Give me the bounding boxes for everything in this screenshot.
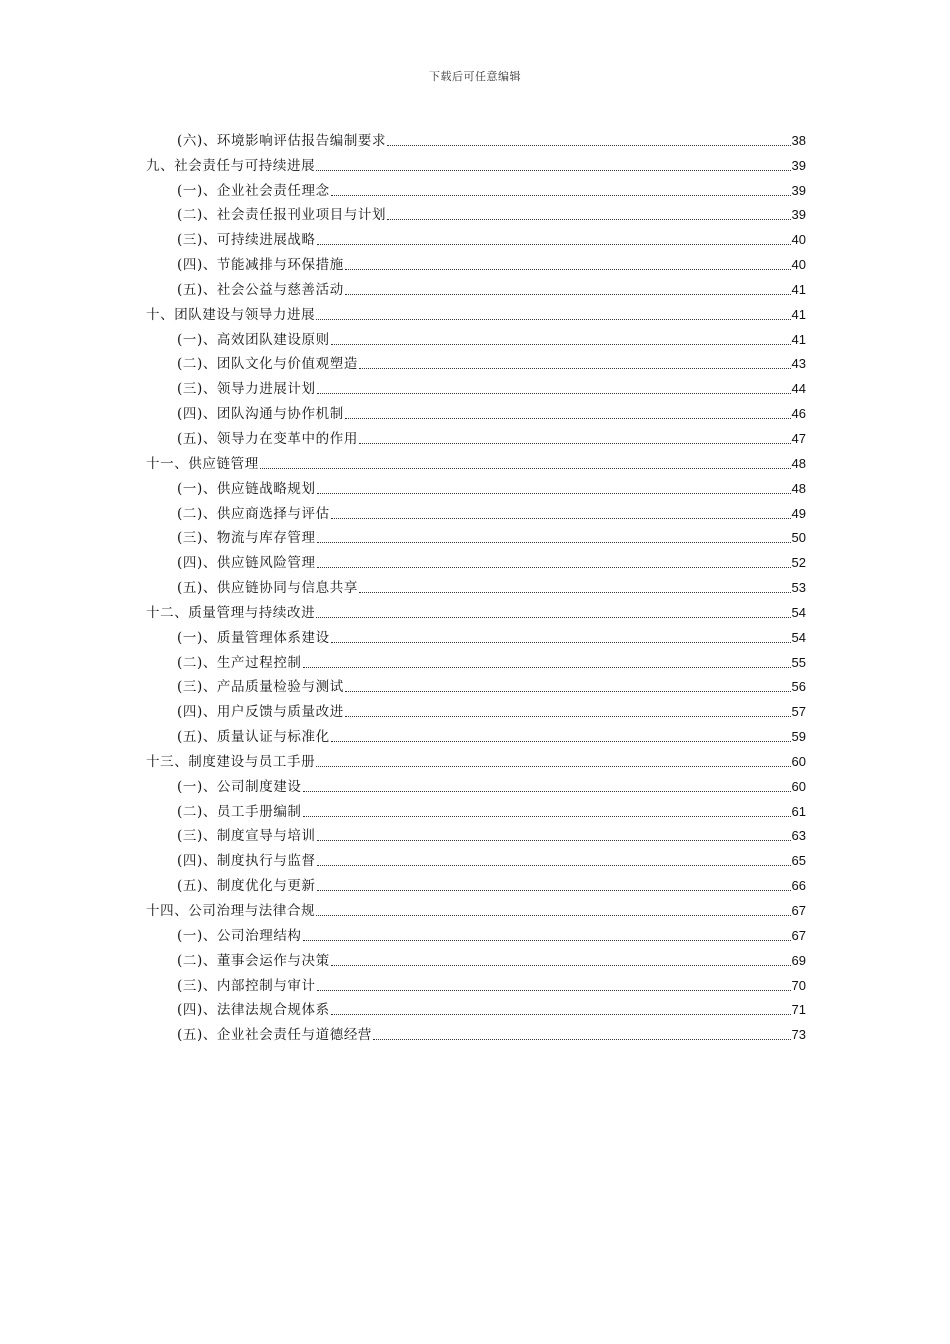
toc-section-entry[interactable] xyxy=(146,1019,806,1044)
toc-entry-title: (一)、公司治理结构 xyxy=(177,927,302,944)
toc-entry-page-number: 47 xyxy=(791,430,806,446)
toc-entry-title: 九、社会责任与可持续进展 xyxy=(146,157,316,174)
toc-dot-leader xyxy=(345,691,791,692)
toc-chapter-entry[interactable] xyxy=(146,299,806,324)
toc-entry-page-number: 48 xyxy=(791,455,806,471)
toc-entry-page-number: 50 xyxy=(791,530,806,546)
toc-section-entry[interactable] xyxy=(146,995,806,1020)
toc-dot-leader xyxy=(316,915,790,916)
toc-entry-title: 十四、公司治理与法律合规 xyxy=(146,903,316,919)
toc-entry-page-number: 53 xyxy=(791,580,806,596)
toc-section-entry[interactable] xyxy=(146,498,806,523)
toc-section-entry[interactable] xyxy=(146,970,806,995)
toc-entry-page-number: 63 xyxy=(791,828,806,844)
toc-entry-page-number: 43 xyxy=(791,356,806,372)
toc-section-entry[interactable] xyxy=(146,721,806,746)
toc-dot-leader xyxy=(317,567,791,568)
toc-entry-page-number: 65 xyxy=(791,853,806,869)
toc-dot-leader xyxy=(316,319,790,320)
table-of-contents xyxy=(146,125,806,1044)
toc-dot-leader xyxy=(331,965,791,966)
toc-dot-leader xyxy=(316,617,790,618)
toc-entry-page-number: 39 xyxy=(791,207,806,223)
toc-section-entry[interactable] xyxy=(146,821,806,846)
toc-entry-title: (四)、节能减排与环保措施 xyxy=(177,257,344,274)
toc-dot-leader xyxy=(317,493,791,494)
toc-entry-page-number: 59 xyxy=(791,729,806,745)
toc-section-entry[interactable] xyxy=(146,622,806,647)
toc-dot-leader xyxy=(345,294,791,295)
toc-entry-title: (二)、员工手册编制 xyxy=(177,803,302,820)
toc-dot-leader xyxy=(303,791,791,792)
toc-dot-leader xyxy=(359,368,791,369)
toc-section-entry[interactable] xyxy=(146,945,806,970)
toc-entry-title: (三)、制度宣导与培训 xyxy=(177,828,316,845)
toc-entry-title: (三)、领导力进展计划 xyxy=(177,381,316,398)
toc-entry-title: 十一、供应链管理 xyxy=(146,455,259,472)
toc-entry-title: (二)、社会责任报刊业项目与计划 xyxy=(177,207,387,224)
toc-entry-title: (二)、董事会运作与决策 xyxy=(177,952,330,969)
toc-section-entry[interactable] xyxy=(146,696,806,721)
toc-dot-leader xyxy=(387,145,790,146)
toc-entry-page-number: 41 xyxy=(791,331,806,347)
toc-chapter-entry[interactable] xyxy=(146,448,806,473)
toc-entry-page-number: 41 xyxy=(791,306,806,322)
toc-dot-leader xyxy=(331,642,791,643)
toc-entry-page-number: 60 xyxy=(791,753,806,769)
toc-dot-leader xyxy=(303,816,791,817)
toc-dot-leader xyxy=(317,393,791,394)
toc-chapter-entry[interactable] xyxy=(146,150,806,175)
toc-entry-title: (四)、法律法规合规体系 xyxy=(177,1002,330,1019)
toc-section-entry[interactable] xyxy=(146,249,806,274)
toc-entry-page-number: 54 xyxy=(791,604,806,620)
toc-entry-page-number: 46 xyxy=(791,406,806,422)
toc-dot-leader xyxy=(345,716,791,717)
toc-dot-leader xyxy=(303,667,791,668)
toc-dot-leader xyxy=(345,418,791,419)
toc-section-entry[interactable] xyxy=(146,175,806,200)
toc-section-entry[interactable] xyxy=(146,572,806,597)
toc-section-entry[interactable] xyxy=(146,125,806,150)
toc-section-entry[interactable] xyxy=(146,423,806,448)
toc-dot-leader xyxy=(317,244,791,245)
toc-section-entry[interactable] xyxy=(146,845,806,870)
toc-entry-page-number: 39 xyxy=(791,157,806,173)
toc-entry-title: (二)、生产过程控制 xyxy=(177,654,302,671)
toc-entry-page-number: 54 xyxy=(791,629,806,645)
toc-chapter-entry[interactable] xyxy=(146,895,806,920)
toc-dot-leader xyxy=(345,269,791,270)
toc-section-entry[interactable] xyxy=(146,523,806,548)
toc-entry-page-number: 73 xyxy=(791,1027,806,1043)
toc-section-entry[interactable] xyxy=(146,920,806,945)
toc-section-entry[interactable] xyxy=(146,349,806,374)
toc-entry-title: (五)、企业社会责任与道德经营 xyxy=(177,1027,373,1044)
toc-entry-title: (四)、用户反馈与质量改进 xyxy=(177,704,344,721)
toc-entry-title: 十三、制度建设与员工手册 xyxy=(146,753,316,770)
toc-entry-title: (四)、团队沟通与协作机制 xyxy=(177,406,344,423)
toc-dot-leader xyxy=(331,518,791,519)
toc-entry-page-number: 48 xyxy=(791,480,806,496)
toc-dot-leader xyxy=(373,1039,790,1040)
toc-entry-page-number: 71 xyxy=(791,1002,806,1018)
toc-entry-page-number: 61 xyxy=(791,803,806,819)
toc-entry-title: (五)、制度优化与更新 xyxy=(177,878,316,895)
toc-entry-title: (一)、公司制度建设 xyxy=(177,778,302,795)
toc-entry-page-number: 67 xyxy=(791,927,806,943)
toc-entry-title: (一)、高效团队建设原则 xyxy=(177,331,330,348)
toc-entry-page-number: 41 xyxy=(791,281,806,297)
toc-entry-page-number: 44 xyxy=(791,381,806,397)
toc-entry-title: (三)、内部控制与审计 xyxy=(177,977,316,994)
toc-section-entry[interactable] xyxy=(146,324,806,349)
toc-dot-leader xyxy=(331,741,791,742)
toc-entry-page-number: 67 xyxy=(791,903,806,918)
toc-entry-title: (四)、供应链风险管理 xyxy=(177,555,316,572)
toc-entry-title: (二)、团队文化与价值观塑造 xyxy=(177,356,358,373)
toc-entry-page-number: 60 xyxy=(791,778,806,794)
toc-dot-leader xyxy=(317,890,791,891)
toc-entry-title: 十、团队建设与领导力进展 xyxy=(146,306,316,323)
toc-entry-page-number: 69 xyxy=(791,952,806,968)
toc-dot-leader xyxy=(359,592,791,593)
toc-dot-leader xyxy=(317,865,791,866)
toc-entry-page-number: 56 xyxy=(791,679,806,695)
toc-entry-page-number: 66 xyxy=(791,878,806,894)
toc-entry-title: (三)、物流与库存管理 xyxy=(177,530,316,547)
toc-entry-title: (一)、质量管理体系建设 xyxy=(177,629,330,646)
toc-dot-leader xyxy=(331,195,791,196)
toc-section-entry[interactable] xyxy=(146,796,806,821)
toc-section-entry[interactable] xyxy=(146,373,806,398)
toc-entry-page-number: 70 xyxy=(791,977,806,993)
toc-section-entry[interactable] xyxy=(146,647,806,672)
toc-section-entry[interactable] xyxy=(146,398,806,423)
toc-dot-leader xyxy=(316,170,790,171)
toc-dot-leader xyxy=(317,840,791,841)
toc-dot-leader xyxy=(359,443,791,444)
page-header: 下载后可任意编辑 xyxy=(429,70,521,83)
toc-section-entry[interactable] xyxy=(146,771,806,796)
toc-entry-title: (五)、领导力在变革中的作用 xyxy=(177,430,358,447)
toc-section-entry[interactable] xyxy=(146,870,806,895)
toc-entry-page-number: 39 xyxy=(791,182,806,198)
toc-entry-title: 十二、质量管理与持续改进 xyxy=(146,604,316,621)
toc-section-entry[interactable] xyxy=(146,547,806,572)
toc-entry-title: (五)、质量认证与标准化 xyxy=(177,729,330,746)
toc-entry-title: (四)、制度执行与监督 xyxy=(177,853,316,870)
toc-entry-page-number: 40 xyxy=(791,257,806,273)
toc-entry-page-number: 49 xyxy=(791,505,806,521)
toc-chapter-entry[interactable] xyxy=(146,746,806,771)
toc-dot-leader xyxy=(317,542,791,543)
toc-dot-leader xyxy=(331,1014,791,1015)
toc-dot-leader xyxy=(331,344,791,345)
toc-entry-page-number: 57 xyxy=(791,704,806,720)
toc-entry-page-number: 40 xyxy=(791,232,806,248)
toc-entry-title: (三)、产品质量检验与测试 xyxy=(177,679,344,696)
toc-dot-leader xyxy=(316,766,790,767)
toc-dot-leader xyxy=(303,940,791,941)
toc-entry-title: (一)、企业社会责任理念 xyxy=(177,182,330,199)
toc-dot-leader xyxy=(260,468,791,469)
toc-entry-title: (二)、供应商选择与评估 xyxy=(177,505,330,522)
toc-section-entry[interactable] xyxy=(146,224,806,249)
toc-entry-page-number: 38 xyxy=(791,132,806,148)
toc-chapter-entry[interactable] xyxy=(146,597,806,622)
toc-entry-page-number: 55 xyxy=(791,654,806,670)
toc-entry-title: (三)、可持续进展战略 xyxy=(177,232,316,249)
toc-dot-leader xyxy=(317,990,791,991)
toc-entry-title: (五)、社会公益与慈善活动 xyxy=(177,281,344,298)
toc-entry-title: (五)、供应链协同与信息共享 xyxy=(177,580,358,597)
toc-section-entry[interactable] xyxy=(146,274,806,299)
toc-entry-title: (一)、供应链战略规划 xyxy=(177,480,316,497)
toc-section-entry[interactable] xyxy=(146,473,806,498)
toc-entry-page-number: 52 xyxy=(791,555,806,571)
toc-section-entry[interactable] xyxy=(146,672,806,697)
toc-entry-title: (六)、环境影响评估报告编制要求 xyxy=(177,132,387,149)
toc-dot-leader xyxy=(387,219,790,220)
toc-section-entry[interactable] xyxy=(146,200,806,225)
